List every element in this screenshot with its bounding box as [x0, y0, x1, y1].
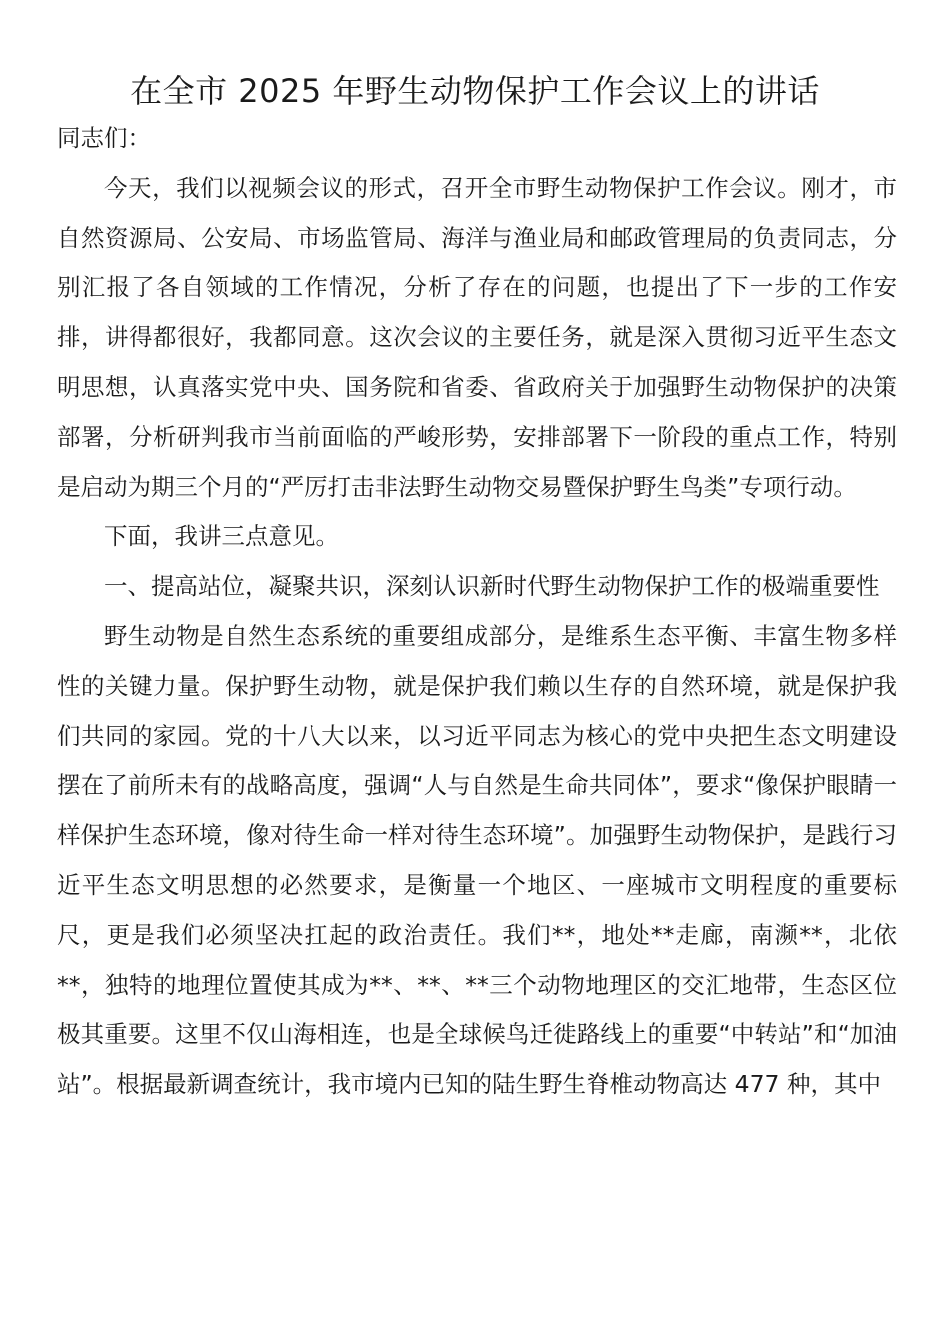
paragraph-opening: 今天，我们以视频会议的形式，召开全市野生动物保护工作会议。刚才，市自然资源局、公安局、市场监管局、海洋与渔业局和邮政管理局的负责同志，分别汇报了各自领域的工作情况，分析了存在的问题，也提出了下一步的工作安排，讲得都很好，我都同意。这次会议的主要任务，就是深入贯彻习近平生态文明思想，认真落实党中央、国务院和省委、省政府关于加强野生动物保护的决策部署，分析研判我市当前面临的严峻形势，安排部署下一阶段的重点工作，特别是启动为期三个月的“严厉打击非法野生动物交易暨保护野生鸟类”专项行动。 [57, 173, 897, 501]
salutation: 同志们： [57, 124, 151, 152]
document-title: 在全市 2025 年野生动物保护工作会议上的讲话 [130, 72, 820, 110]
paragraph-intro-points: 下面，我讲三点意见。 [104, 522, 339, 551]
document-body [57, 114, 897, 1110]
paragraph-section-1-body: 野生动物是自然生态系统的重要组成部分，是维系生态平衡、丰富生物多样性的关键力量。保护野生动物，就是保护我们赖以生存的自然环境，就是保护我们共同的家园。党的十八大以来，以习近平同志为核心的党中央把生态文明建设摆在了前所未有的战略高度，强调“人与自然是生命共同体”，要求“像保护眼睛一样保护生态环境，像对待生命一样对待生态环境”。加强野生动物保护，是践行习近平生态文明思想的必然要求，是衡量一个地区、一座城市文明程度的重要标尺，更是我们必须坚决扛起的政治责任。我们**，地处**走廊，南濒**，北依**，独特的地理位置使其成为**、**、**三个动物地理区的交汇地带，生态区位极其重要。这里不仅山海相连，也是全球候鸟迁徙路线上的重要“中转站”和“加油站”。根据最新调查统计，我市境内已知的陆生野生脊椎动物高达 477 种，其中 [57, 621, 897, 1099]
section-heading-1: 一、提高站位，凝聚共识，深刻认识新时代野生动物保护工作的极端重要性 [104, 572, 880, 601]
